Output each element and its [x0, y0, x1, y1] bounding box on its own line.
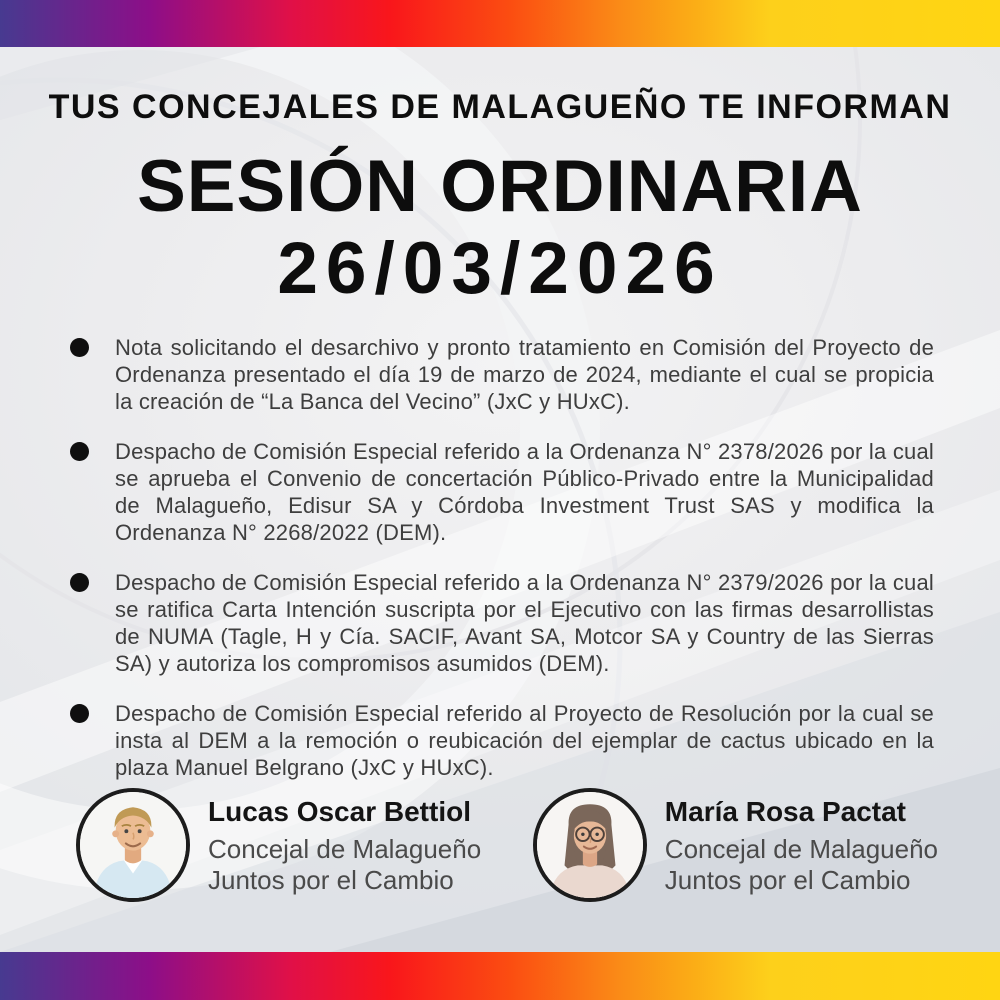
- bottom-gradient-bar: [0, 952, 1000, 1000]
- person-party: Juntos por el Cambio: [208, 865, 454, 895]
- title-line-date: 26/03/2026: [277, 228, 723, 309]
- bullet-text: Despacho de Comisión Especial referido a la Ordenanza N° 2378/2026 por la cual se aprueba el Convenio de concertación Público-Privado entre la Municipalidad de Malagueño, Edisur SA y Córdoba Investment Trust SAS y modifica la Ordenanza N° 2268/2022 (DEM).: [115, 439, 934, 545]
- bullet-dot-icon: [70, 338, 89, 357]
- page-title: [0, 146, 1000, 310]
- bullet-text: Despacho de Comisión Especial referido al Proyecto de Resolución por la cual se insta al DEM a la remoción o reubicación del ejemplar de cactus ubicado en la plaza Manuel Belgrano (JxC y HUxC).: [115, 701, 934, 780]
- bullet-dot-icon: [70, 704, 89, 723]
- title-line-session: SESIÓN ORDINARIA: [137, 146, 863, 227]
- avatar: [533, 788, 647, 902]
- list-item: [68, 334, 934, 415]
- person-text: [665, 794, 938, 896]
- council-members-row: [76, 788, 938, 902]
- person-card-lucas-bettiol: [76, 788, 481, 902]
- bullet-dot-icon: [70, 442, 89, 461]
- person-card-maria-pactat: [533, 788, 938, 902]
- avatar: [76, 788, 190, 902]
- list-item: [68, 569, 934, 677]
- agenda-bullet-list: [68, 334, 934, 804]
- bullet-text: Nota solicitando el desarchivo y pronto tratamiento en Comisión del Proyecto de Ordenanza presentado el día 19 de marzo de 2024, mediante el cual se propicia la creación de “La Banca del Vecino” (JxC y HUxC).: [115, 335, 934, 414]
- list-item: [68, 438, 934, 546]
- person-role: Concejal de Malagueño: [208, 834, 482, 864]
- kicker-heading: TUS CONCEJALES DE MALAGUEÑO TE INFORMAN: [48, 88, 952, 126]
- person-name: Lucas Oscar Bettiol: [208, 796, 471, 827]
- top-gradient-bar: [0, 0, 1000, 47]
- portrait-man-illustration: [80, 792, 186, 898]
- bullet-text: Despacho de Comisión Especial referido a la Ordenanza N° 2379/2026 por la cual se ratifica Carta Intención suscripta por el Ejecutivo con las firmas desarrollistas de NUMA (Tagle, H y Cía. SACIF, Avant SA, Motcor SA y Country de las Sierras SA) y autoriza los compromisos asumidos (DEM).: [115, 570, 934, 676]
- list-item: [68, 700, 934, 781]
- bullet-dot-icon: [70, 573, 89, 592]
- person-role: Concejal de Malagueño: [664, 834, 938, 864]
- person-party: Juntos por el Cambio: [664, 865, 911, 895]
- person-name: María Rosa Pactat: [664, 796, 907, 827]
- portrait-woman-illustration: [537, 792, 643, 898]
- person-text: [208, 794, 481, 896]
